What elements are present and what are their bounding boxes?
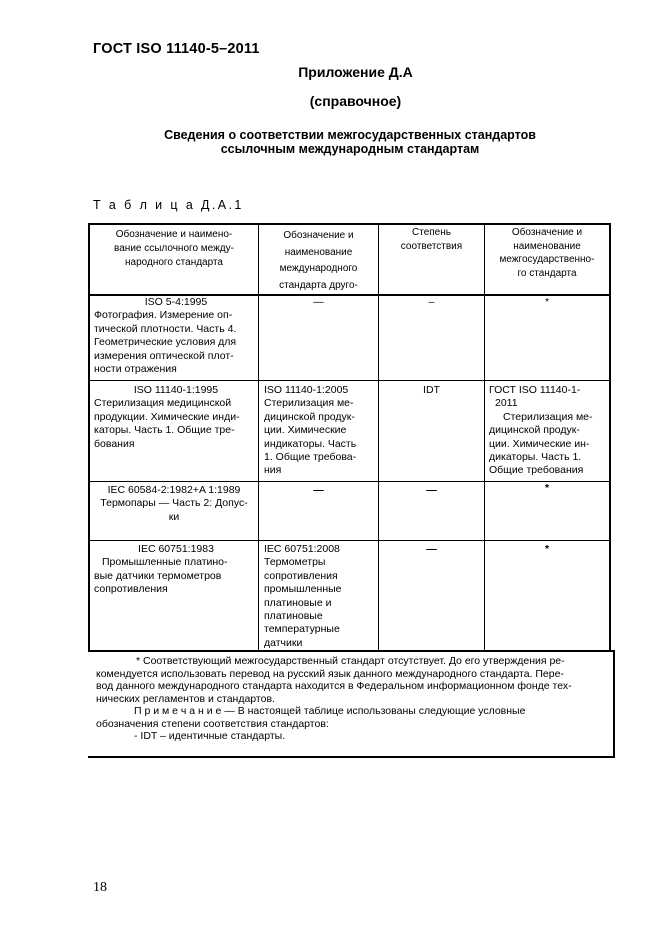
row-3-col-2 <box>259 484 378 497</box>
row-4-col-2-line-8: датчики <box>264 636 303 649</box>
row-3-col-3 <box>379 484 484 497</box>
header-cell-1 <box>90 228 258 270</box>
row-3-col-4-line-1: * <box>544 482 550 494</box>
row-2-col-2-line-3: дицинской продук- <box>264 410 355 423</box>
row-4-col-2 <box>264 543 378 650</box>
header-cell-3 <box>379 226 484 254</box>
footnote-note-line <box>96 705 604 718</box>
header-cell-4 <box>485 226 609 280</box>
row-4-col-2-line-2: Термометры <box>264 556 326 569</box>
col-divider-3 <box>484 223 485 651</box>
row-2-col-4-line-1: ГОСТ ISO 11140-1- <box>489 384 581 396</box>
row-2-col-2-line-2: Стерилизация ме- <box>264 397 354 410</box>
row-4-col-1 <box>94 543 258 597</box>
row-divider-1 <box>88 380 610 381</box>
row-4-col-4 <box>485 543 609 556</box>
header-4-line-2: наименование <box>513 240 581 252</box>
row-2-col-2-line-1: ISO 11140-1:2005 <box>264 384 349 396</box>
row-2-col-4 <box>489 384 609 478</box>
row-2-col-1-line-5: бования <box>94 437 135 450</box>
heading-line-2: ссылочным международным стандартам <box>220 142 480 156</box>
footnote-line-3: вод данного международного стандарта находится в Федеральном информационном фонде тех- <box>96 680 572 692</box>
header-4-line-1: Обозначение и <box>511 227 583 238</box>
row-2-col-3-line-1: IDT <box>423 384 440 396</box>
row-4-col-1-line-4: сопротивления <box>94 583 168 596</box>
row-3-col-4 <box>485 482 609 495</box>
footnote-border-right <box>613 650 615 758</box>
table-border-bottom <box>88 756 614 758</box>
appendix-title: Приложение Д.А <box>298 64 413 80</box>
header-2-line-1: Обозначение и <box>283 230 354 241</box>
row-4-col-4-line-1: * <box>544 543 550 555</box>
row-4-col-2-line-6: платиновые <box>264 610 323 623</box>
row-2-col-1-line-4: каторы. Часть 1. Общие тре- <box>94 424 235 437</box>
header-4-line-3: межгосударственно- <box>499 254 595 265</box>
row-4-col-1-line-2: Промышленные платино- <box>102 556 228 569</box>
row-4-col-3-line-1: — <box>426 543 437 555</box>
appendix-type: (справочное) <box>309 93 402 109</box>
row-4-col-2-line-1: IEC 60751:2008 <box>264 543 340 555</box>
header-1-line-2: вание ссылочного между- <box>114 243 234 254</box>
row-1-col-1-line-4: Геометрические условия для <box>94 336 237 349</box>
header-4-line-4: го стандарта <box>517 267 577 279</box>
row-1-col-1-line-3: тической плотности. Часть 4. <box>94 322 237 335</box>
row-2-col-4-line-3: Стерилизация ме- <box>503 410 593 423</box>
row-3-col-1-line-3: ки <box>168 510 180 523</box>
row-1-col-2-line-1: — <box>313 296 324 308</box>
row-2-col-1 <box>94 384 258 451</box>
section-heading <box>120 128 580 156</box>
row-2-col-2-line-7: ния <box>264 464 282 477</box>
row-4-col-2-line-7: температурные <box>264 623 340 636</box>
row-2-col-4-line-2: 2011 <box>495 397 518 410</box>
footnote-line-7: - IDT – идентичные стандарты. <box>134 730 286 742</box>
row-1-col-4-line-1: * <box>544 296 550 308</box>
header-1-line-3: народного стандарта <box>125 257 223 268</box>
header-2-line-2: наименование <box>284 246 353 258</box>
row-2-col-2-line-5: индикаторы. Часть <box>264 437 357 450</box>
row-2-col-4-line-7: Общие требования <box>489 464 584 477</box>
heading-line-1: Сведения о соответствии межгосударственных стандартов <box>164 128 536 142</box>
row-1-col-1-line-6: ности отражения <box>94 363 177 376</box>
row-2-col-2-line-6: 1. Общие требова- <box>264 451 357 464</box>
row-2-col-4-line-6: дикаторы. Часть 1. <box>489 451 582 464</box>
header-2-line-4: стандарта друго- <box>279 279 358 291</box>
row-4-col-2-line-3: сопротивления <box>264 569 338 582</box>
header-3-line-1: Степень <box>412 227 451 238</box>
page-number: 18 <box>93 880 107 895</box>
row-1-col-1-line-2: Фотография. Измерение оп- <box>94 309 233 322</box>
footnote-line-1: * Соответствующий межгосударственный стандарт отсутствует. До его утверждения ре- <box>136 655 565 667</box>
row-4-col-1-line-1: IEC 60751:1983 <box>138 543 214 555</box>
table-border-top <box>88 223 610 225</box>
row-2-col-4-line-5: ции. Химические ин- <box>489 437 590 450</box>
row-2-col-1-line-2: Стерилизация медицинской <box>94 397 232 410</box>
row-divider-3 <box>88 540 610 541</box>
row-1-col-3-line-1: – <box>428 296 435 308</box>
table-caption: Т а б л и ц а Д.А.1 <box>93 198 244 212</box>
row-1-col-4 <box>485 296 609 309</box>
standard-designation: ГОСТ ISO 11140-5–2011 <box>93 41 260 57</box>
row-3-col-1-line-2: Термопары — Часть 2: Допус- <box>100 497 248 510</box>
row-2-col-1-line-1: ISO 11140-1:1995 <box>133 384 219 396</box>
row-3-col-1-line-1: IEC 60584-2:1982+A 1:1989 <box>107 484 241 496</box>
footnote-line-2: комендуется использовать перевод на русский язык данного международного стандарта. Пере- <box>96 667 564 680</box>
note-label: П р и м е ч а н и е — <box>134 705 235 717</box>
row-1-col-2 <box>259 296 378 309</box>
header-1-line-1: Обозначение и наимено- <box>115 229 233 240</box>
row-3-col-1 <box>90 484 258 524</box>
row-1-col-1 <box>94 296 258 376</box>
row-1-col-1-line-1: ISO 5-4:1995 <box>144 296 208 308</box>
col-border-left <box>88 223 90 651</box>
row-2-col-4-line-4: дицинской продук- <box>489 424 580 437</box>
row-4-col-2-line-4: промышленные <box>264 583 342 596</box>
header-3-line-2: соответствия <box>400 241 463 252</box>
row-2-col-1-line-3: продукции. Химические инди- <box>94 410 240 423</box>
row-3-col-2-line-1: — <box>313 484 324 496</box>
footnote-line-6: обозначения степени соответствия стандартов: <box>96 717 329 730</box>
table-footnote <box>96 655 604 743</box>
row-2-col-2 <box>264 384 378 478</box>
col-border-right <box>609 223 611 651</box>
footnote-line-4: нических регламентов и стандартов. <box>96 692 275 705</box>
row-1-col-1-line-5: измерения оптической плот- <box>94 349 234 362</box>
row-3-col-3-line-1: — <box>426 484 437 496</box>
row-4-col-3 <box>379 543 484 556</box>
row-1-col-3 <box>379 296 484 309</box>
row-4-col-1-line-3: вые датчики термометров <box>94 569 222 582</box>
row-4-col-2-line-5: платиновые и <box>264 596 332 609</box>
header-cell-2 <box>259 228 378 294</box>
row-2-col-3 <box>379 384 484 397</box>
col-divider-2 <box>378 223 379 651</box>
header-2-line-3: международного <box>279 263 358 274</box>
row-2-col-2-line-4: ции. Химические <box>264 424 347 437</box>
note-text: В настоящей таблице использованы следующие условные <box>234 705 526 717</box>
